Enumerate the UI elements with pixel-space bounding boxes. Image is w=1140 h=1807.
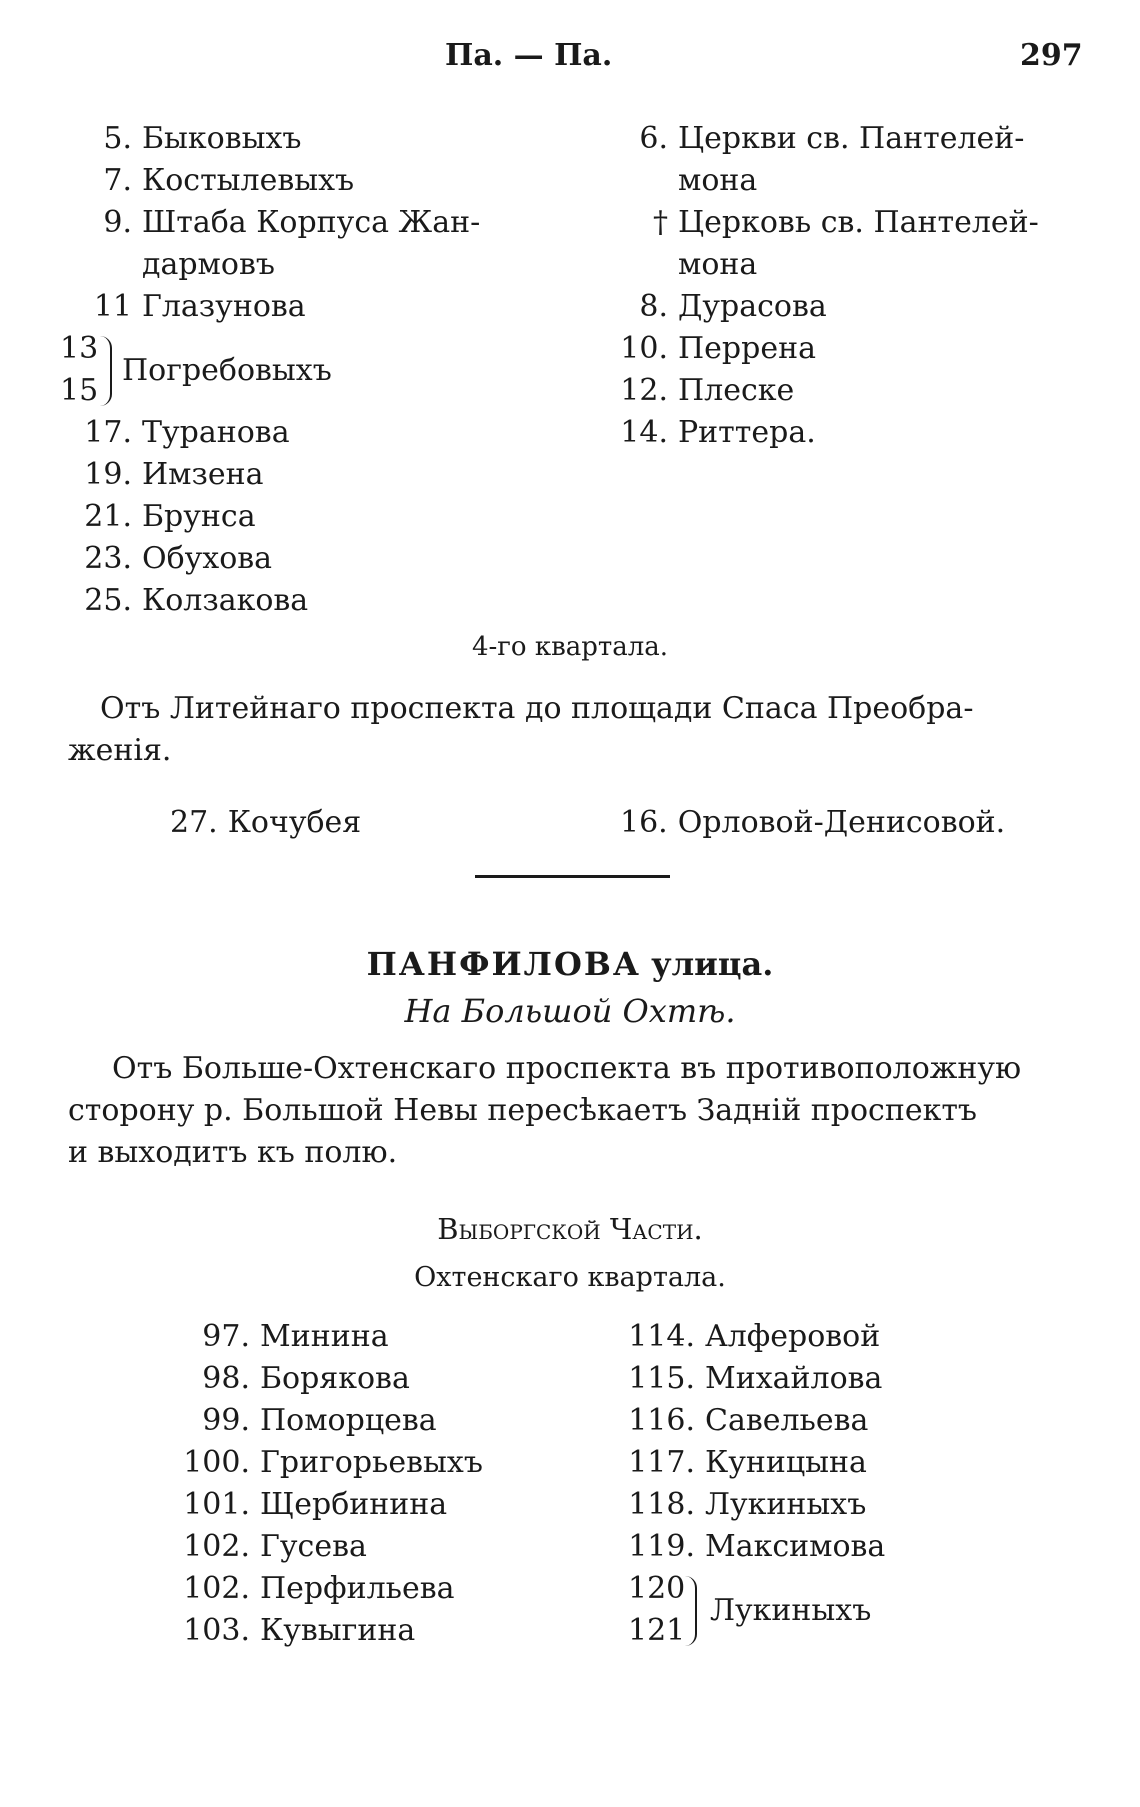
brace-name: Погребовыхъ	[122, 353, 332, 388]
list-item: 102. Перфильева	[183, 1571, 455, 1606]
list-item: 25. Колзакова	[84, 583, 309, 618]
running-header: Па. — Па.	[445, 38, 613, 73]
quarter-heading: 4-го квартала.	[471, 632, 669, 662]
district-heading: Выборгской Части.	[437, 1212, 703, 1246]
brace-number: 121	[628, 1613, 686, 1648]
list-item: 6. Церкви св. Пантелей-	[639, 121, 1025, 156]
list-item: 19. Имзена	[84, 457, 264, 492]
description-line: Отъ Больше-Охтенскаго проспекта въ противоположную	[112, 1051, 1022, 1086]
list-item: 101. Щербинина	[183, 1487, 448, 1522]
list-item: 8. Дурасова	[639, 289, 827, 324]
brace-number: 120	[628, 1571, 686, 1606]
brace-number: 15	[60, 373, 99, 408]
list-item: 100. Григорьевыхъ	[183, 1445, 483, 1480]
curly-brace	[100, 336, 112, 406]
list-item: † Церковь св. Пантелей-	[653, 205, 1039, 240]
list-item: дармовъ	[142, 247, 275, 282]
list-item: 97. Минина	[202, 1319, 389, 1354]
list-item: 114. Алферовой	[628, 1319, 881, 1354]
curly-brace	[685, 1576, 697, 1646]
list-item: 98. Борякова	[202, 1361, 410, 1396]
list-item: 103. Кувыгина	[183, 1613, 416, 1648]
description-line: Отъ Литейнаго проспекта до площади Спаса Преобра-	[100, 691, 974, 726]
list-item: 5. Быковыхъ	[103, 121, 302, 156]
list-item: 119. Максимова	[628, 1529, 886, 1564]
list-item: 12. Плеске	[620, 373, 795, 408]
section-divider	[475, 875, 670, 878]
street-name: ПАНФИЛОВА	[366, 945, 641, 983]
description-line: сторону р. Большой Невы пересѣкаетъ Заднiй проспектъ	[68, 1093, 978, 1128]
list-item: 27. Кочубея	[170, 805, 362, 840]
list-item: 99. Поморцева	[202, 1403, 437, 1438]
description-line: и выходитъ къ полю.	[68, 1135, 398, 1170]
street-title	[0, 945, 1140, 983]
list-item: 21. Брунса	[84, 499, 256, 534]
brace-name: Лукиныхъ	[710, 1593, 872, 1628]
list-item: 9. Штаба Корпуса Жан-	[103, 205, 481, 240]
list-item: 102. Гусева	[183, 1529, 367, 1564]
location: На Большой Охтѣ.	[404, 992, 736, 1030]
list-item: мона	[678, 247, 758, 282]
list-item: 17. Туранова	[84, 415, 290, 450]
list-item: 115. Михайлова	[628, 1361, 883, 1396]
list-item: 116. Савельева	[628, 1403, 869, 1438]
list-item: 11 Глазунова	[93, 289, 306, 324]
brace-number: 13	[60, 331, 99, 366]
list-item: 117. Куницына	[628, 1445, 867, 1480]
list-item: 14. Риттера.	[620, 415, 816, 450]
list-item: 118. Лукиныхъ	[628, 1487, 867, 1522]
quarter-heading: Охтенскаго квартала.	[414, 1262, 726, 1293]
page-number: 297	[1020, 38, 1083, 73]
description-line: женія.	[68, 733, 172, 768]
list-item: 10. Перрена	[620, 331, 816, 366]
street-suffix: улица.	[651, 945, 774, 983]
list-item: 23. Обухова	[84, 541, 273, 576]
list-item: 16. Орловой-Денисовой.	[620, 805, 1006, 840]
list-item: мона	[678, 163, 758, 198]
list-item: 7. Костылевыхъ	[103, 163, 355, 198]
